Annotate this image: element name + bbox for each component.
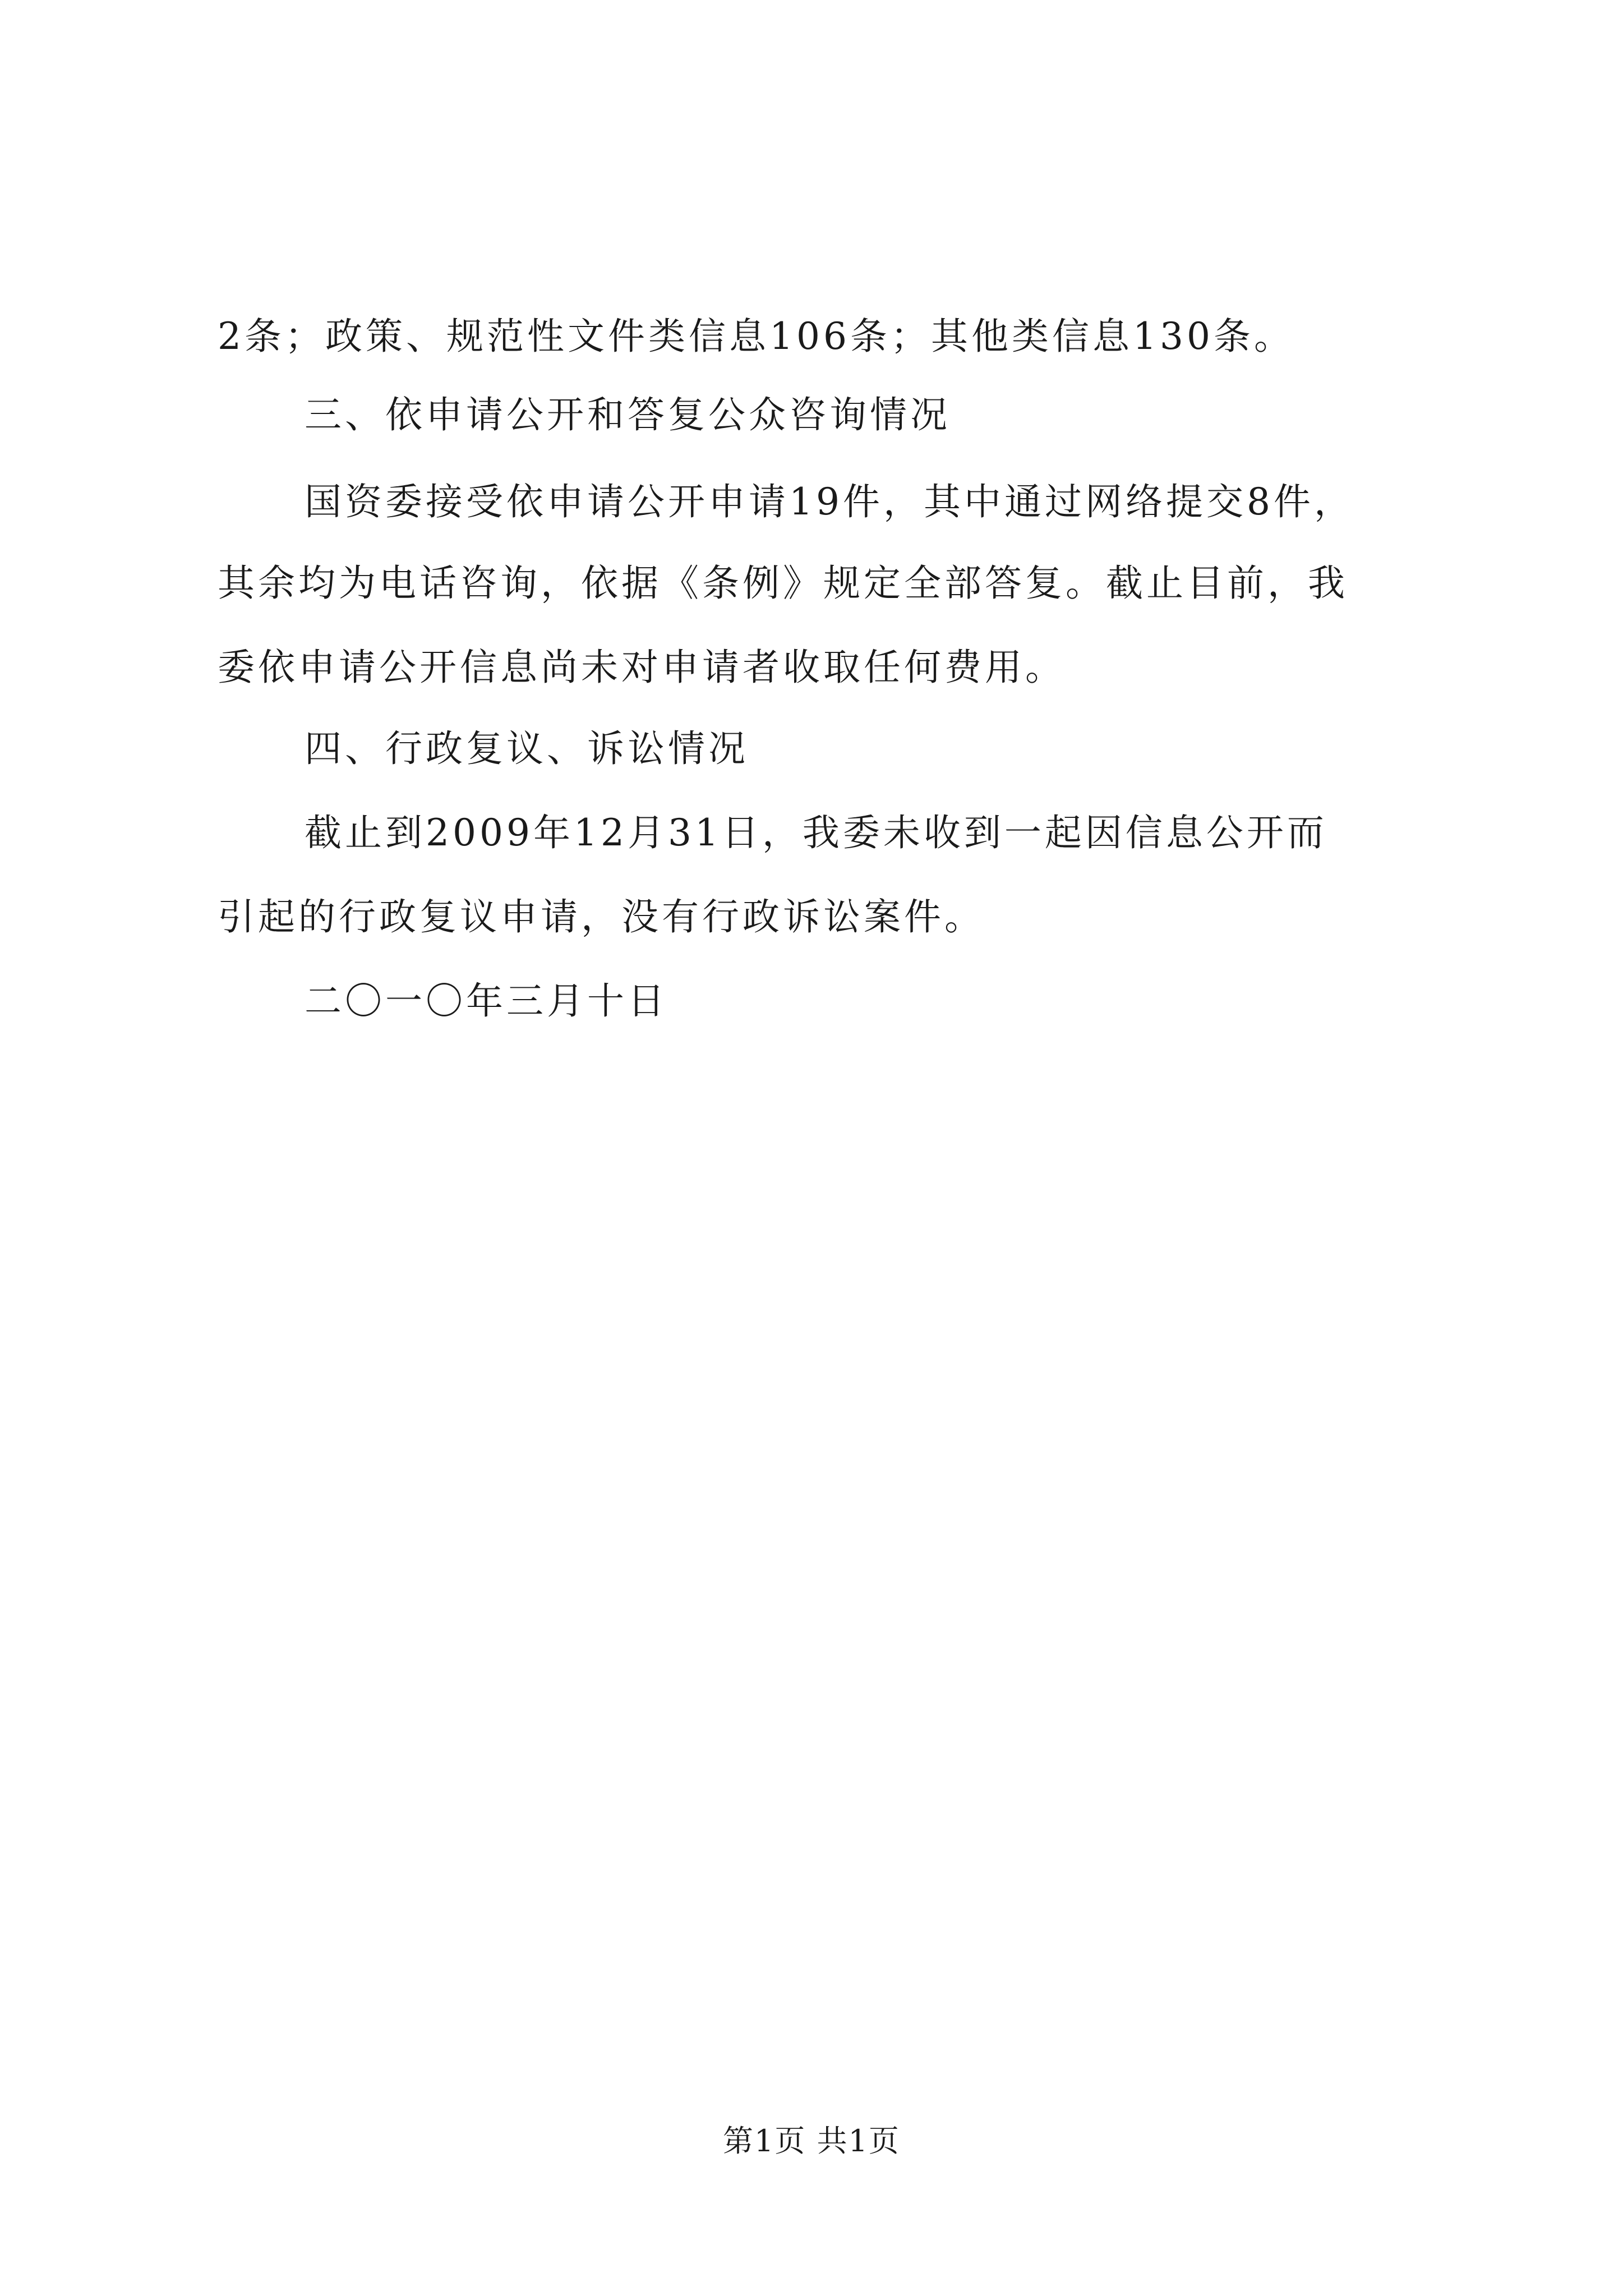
paragraph-line-3: 国资委接受依申请公开申请19件，其中通过网络提交8件， <box>305 480 1354 523</box>
section-heading-4: 四、行政复议、诉讼情况 <box>305 727 749 770</box>
paragraph-line-4: 其余均为电话咨询，依据《条例》规定全部答复。截止目前，我 <box>218 562 1348 605</box>
paragraph-line-1: 2条；政策、规范性文件类信息106条；其他类信息130条。 <box>218 315 1294 358</box>
paragraph-line-7: 截止到2009年12月31日，我委未收到一起因信息公开而 <box>305 811 1327 854</box>
paragraph-line-5: 委依申请公开信息尚未对申请者收取任何费用。 <box>218 646 1066 689</box>
paragraph-line-8: 引起的行政复议申请，没有行政诉讼案件。 <box>218 895 985 938</box>
page-number-footer: 第1页 共1页 <box>723 2123 900 2159</box>
section-heading-3: 三、依申请公开和答复公众咨询情况 <box>305 393 951 436</box>
document-date: 二〇一〇年三月十日 <box>305 979 668 1023</box>
